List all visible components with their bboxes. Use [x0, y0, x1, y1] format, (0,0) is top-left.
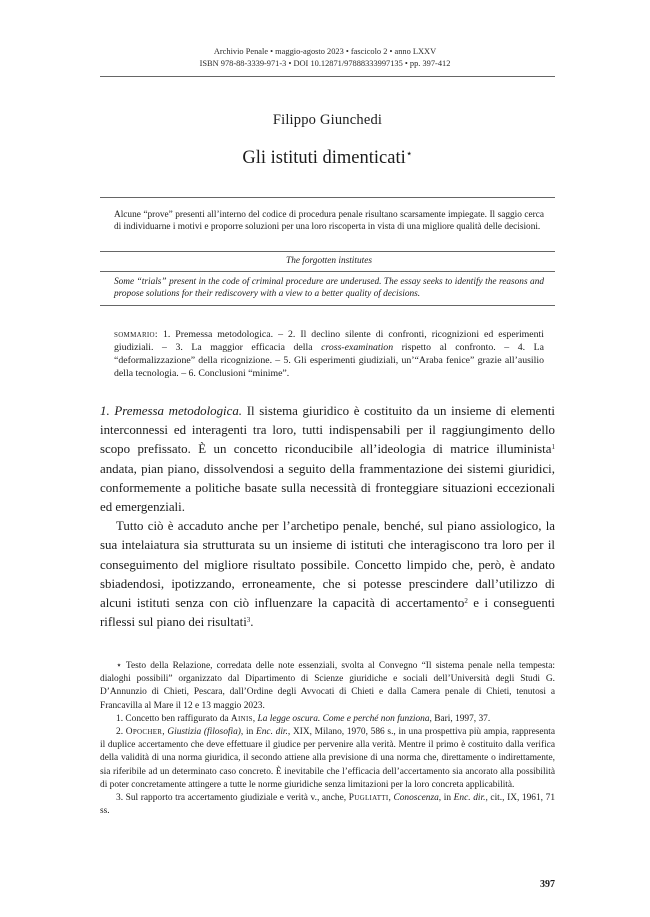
- fn1-author: Ainis: [230, 713, 253, 724]
- fn3-text-a: 3. Sul rapporto tra accertamento giudiziale e verità v., anche,: [116, 793, 349, 804]
- p2-text-a: Tutto ciò è accaduto anche per l’archetipo penale, benché, sul piano assiologico, la sua intelaiatura sia strutturata su un insieme di istituti che interagiscono tra loro per il conseguimento del migliore risultato possibile. Concetto limpido che, però, è andato sbiadendosi, ipotizzando, erroneamente, che si potesse prescindere dall’utilizzo di alcuni istituti senza con ciò influenzare la capacità di accertamento: [100, 519, 555, 611]
- page-number: 397: [540, 879, 555, 890]
- body-text: [100, 402, 555, 632]
- title-footnote-mark[interactable]: ⋆: [405, 148, 413, 160]
- author-name: Filippo Giunchedi: [272, 112, 383, 128]
- fn2-text-b: , in: [240, 727, 256, 738]
- fn2-sep: ,: [162, 727, 168, 738]
- fn1-work: La legge oscura. Come e perché non funziona: [257, 713, 430, 724]
- p1-text-a: Il sistema giuridico è costituito da un insieme di elementi interconnessi ed interagenti tra loro, tutti indispensabili per il raggiungimento dello scopo prefissato. È un concetto riconducibile all’ideologia di matrice illuminista: [100, 404, 555, 457]
- fn2-encyclopedia: Enc. dir.: [256, 727, 288, 738]
- article-title: [100, 148, 555, 169]
- fn3-text-b: , in: [438, 793, 454, 804]
- abstract-bottom-rule: [100, 305, 555, 306]
- p2-text-b: e i conseguenti riflessi sul piano dei risultati: [100, 596, 556, 630]
- fn1-text-a: 1. Concetto ben raffigurato da: [116, 713, 231, 724]
- footnote-ref-2[interactable]: 2: [464, 597, 468, 606]
- footnotes: [100, 660, 555, 818]
- paragraph-2: [100, 517, 555, 632]
- english-title: The forgotten institutes: [286, 256, 372, 266]
- p1-text-b: andata, pian piano, dissolvendosi a seguito della frammentazione dei sistemi giuridici, conformemente a politiche basate sulla necessità di fronteggiare situazioni eccezionali ed emergenziali.: [100, 461, 555, 515]
- footnote-2: [100, 726, 555, 792]
- abstract-italian: Alcune “prove” presenti all’interno del codice di procedura penale risultano scarsamente impiegate. Il saggio cerca di individuarne i motivi e proporre soluzioni per una loro riscoperta in vista di una migliore qualità delle decisioni.: [114, 210, 544, 233]
- footnote-3: [100, 792, 555, 818]
- fn2-work: Giustizia (filosofia): [167, 727, 241, 738]
- paragraph-1: [100, 402, 555, 517]
- fn2-number: 2.: [116, 727, 126, 738]
- fn2-author: Opocher: [125, 727, 163, 738]
- fn3-encyclopedia: Enc. dir.: [453, 793, 486, 804]
- summary-text-1: 1. Premessa metodologica. – 2. Il declino silente di confronti, ricognizioni ed esperimenti giudiziali. – 3. La maggior efficacia della: [114, 329, 544, 353]
- footnote-1: [100, 713, 555, 726]
- footnote-star-mark: ⋆: [116, 661, 122, 671]
- summary-label: sommario:: [114, 329, 158, 340]
- footnote-ref-3[interactable]: 3: [246, 616, 251, 625]
- fn1-sep: ,: [252, 713, 258, 724]
- footnote-star: [100, 660, 555, 713]
- fn3-author: Pugliatti: [348, 793, 389, 804]
- abstract-middle-rule: [100, 251, 555, 252]
- isbn-doi-line: ISBN 978-88-3339-971-3 • DOI 10.12871/97888333997135 • pp. 397-412: [199, 59, 451, 68]
- abstract-english: Some “trials” present in the code of criminal procedure are underused. The essay seeks to identify the reasons and propose solutions for their rediscovery with a view to a better quality of decisions.: [114, 277, 544, 300]
- fn3-sep: ,: [388, 793, 394, 804]
- footnote-star-text: Testo della Relazione, corredata delle note essenziali, svolta al Convegno “Il sistema penale nella tempesta: dialoghi possibili” organizzato dal Dipartimento di Scienze giuridiche e sociali dell’Università degli Studi G. D’Annunzio di Chieti, Pescara, dall’Ordine degli Avvocati di Chieti e dalla Camera penale di Chieti, tenutosi a Francavilla al Mare il 12 e 13 maggio 2023.: [100, 661, 555, 711]
- fn1-text-b: , Bari, 1997, 37.: [429, 713, 491, 724]
- abstract-top-rule: [100, 197, 555, 198]
- header-rule: [100, 76, 555, 77]
- summary-italic-term: cross-examination: [321, 342, 394, 353]
- table-of-contents-summary: [114, 328, 544, 380]
- journal-header-line: Archivio Penale • maggio-agosto 2023 • fascicolo 2 • anno LXXV: [213, 47, 437, 56]
- p2-text-c: .: [250, 615, 254, 630]
- fn3-text-c: , cit., IX, 1961, 71 ss.: [100, 793, 556, 817]
- fn3-work: Conoscenza: [393, 793, 439, 804]
- title-text: Gli istituti dimenticati: [242, 148, 406, 168]
- fn2-text-c: , XIX, Milano, 1970, 586 s., in una prospettiva più ampia, rappresenta il duplice accertamento che deve effettuare il giudice per pervenire alla verità. Mentre il primo è costituito dalla verifica della validità di una norma giuridica, il secondo attiene alla previsione di una norma che, direttamente o indirettamente, sia riferibile ad un determinato caso concreto. È inevitabile che l’efficacia dell’accertamento sia ancorato alla possibilità di poter concretamente attingere a tutte le norme giuridiche senza limitazioni per la loro concreta applicabilità.: [100, 727, 556, 790]
- summary-text-2: rispetto al confronto. – 4. La “deformalizzazione” della ricognizione. – 5. Gli esperimenti giudiziali, un’“Araba fenice” grazie all’ausilio della tecnologia. – 6. Conclusioni “minime”.: [114, 342, 544, 379]
- english-title-rule: [100, 271, 555, 272]
- footnote-ref-1[interactable]: 1: [551, 443, 555, 452]
- section-heading: 1. Premessa metodologica.: [100, 404, 243, 418]
